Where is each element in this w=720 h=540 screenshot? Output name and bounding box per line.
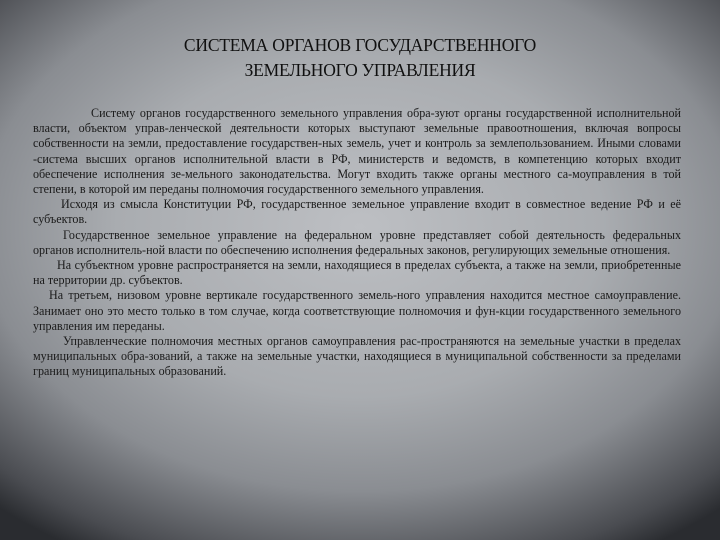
paragraph-3: Государственное земельное управление на федеральном уровне представляет собой деятельность федеральных органов исполнитель-ной власти по обеспечению исполнения федеральных законов, регулирующих земельные отношения. xyxy=(33,227,681,257)
paragraph-6: Управленческие полномочия местных органов самоуправления рас-пространяются на земельные участки в пределах муниципальных обра-зований, а также на земельные участки, находящиеся в муниципальной собственности за пределами границ муниципальных образований. xyxy=(33,334,681,379)
slide-body xyxy=(33,106,681,380)
paragraph-5: На третьем, низовом уровне вертикале государственного земель-ного управления находится местное самоуправление. Занимает оно это место только в том случае, когда соответствующие полномочия и фун-кции государственного земельного управления им переданы. xyxy=(33,288,681,333)
slide-title xyxy=(60,33,660,83)
paragraph-1: Систему органов государственного земельного управления обра-зуют органы государственной исполнительной власти, объектом управ-ленческой деятельности которых выступают земельные правоотношения, включая вопросы собственности на земли, предоставление государствен-ных земель, учет и контроль за землепользованием. Иными словами -система высших органов исполнительной власти в РФ, министерств и ведомств, в компетенцию которых входит обеспечение исполнения зе-мельного законодательства. Могут входить также органы местного са-моуправления в той степени, в которой им переданы полномочия государственного земельного управления. xyxy=(33,106,681,197)
paragraph-2: Исходя из смысла Конституции РФ, государственное земельное управление входит в совместное ведение РФ и её субъектов. xyxy=(33,197,681,227)
title-line-1: СИСТЕМА ОРГАНОВ ГОСУДАРСТВЕННОГО xyxy=(183,35,537,55)
title-line-2: ЗЕМЕЛЬНОГО УПРАВЛЕНИЯ xyxy=(244,60,476,80)
paragraph-4: На субъектном уровне распространяется на земли, находящиеся в пределах субъекта, а также на земли, приобретенные на территории др. субъектов. xyxy=(33,258,681,288)
